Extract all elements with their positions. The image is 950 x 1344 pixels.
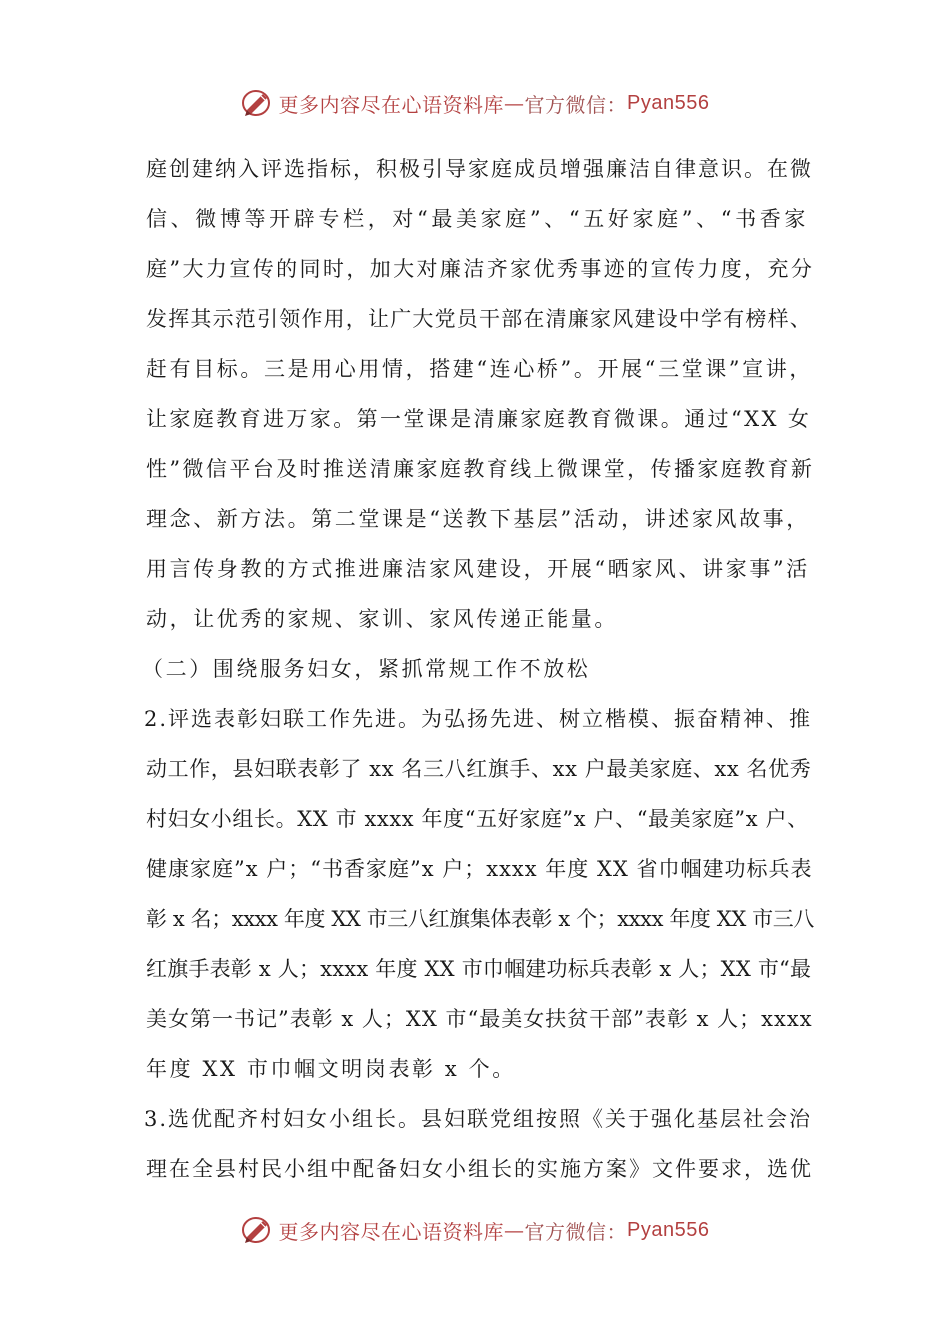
item-heading-line: 2.评选表彰妇联工作先进。为弘扬先进、树立楷模、振奋精神、推 [144,707,813,731]
text-line: 美女第一书记”表彰 x 人；XX 市“最美女扶贫干部”表彰 x 人；xxxx [146,1007,813,1031]
text-line: 动工作，县妇联表彰了 xx 名三八红旗手、xx 户最美家庭、xx 名优秀 [146,757,812,781]
item-heading-line: 3.选优配齐村妇女小组长。县妇联党组按照《关于强化基层社会治 [144,1107,813,1131]
text-line: 发挥其示范引领作用，让广大党员干部在清廉家风建设中学有榜样、 [146,307,812,331]
watermark-site-text: 更多内容尽在心语资料库 [278,92,505,117]
section-heading: （二）围绕服务妇女，紧抓常规工作不放松 [142,657,591,681]
text-line: 理念、新方法。第二堂课是“送教下基层”活动，讲述家风故事， [146,507,810,531]
pen-logo-icon [241,88,275,118]
text-line: 赶有目标。三是用心用情，搭建“连心桥”。开展“三堂课”宣讲， [146,357,813,381]
text-line: 用言传身教的方式推进廉洁家风建设，开展“晒家风、讲家事”活 [146,557,810,581]
document-body [142,152,815,1202]
watermark-dash: — [504,91,525,115]
text-line: 理在全县村民小组中配备妇女小组长的实施方案》文件要求，选优 [146,1157,813,1181]
text-line: 信、微博等开辟专栏，对“最美家庭”、“五好家庭”、“书香家 [146,207,808,231]
text-line: 让家庭教育进万家。第一堂课是清廉家庭教育微课。通过“XX 女 [146,407,812,431]
text-line: 村妇女小组长。XX 市 xxxx 年度“五好家庭”x 户、“最美家庭”x 户、 [146,807,809,831]
text-line: 健康家庭”x 户；“书香家庭”x 户；xxxx 年度 XX 省巾帼建功标兵表 [146,857,813,881]
watermark-wechat-label: 官方微信： [524,92,628,117]
watermark-dash: — [504,1218,525,1242]
text-line: 红旗手表彰 x 人；xxxx 年度 XX 市巾帼建功标兵表彰 x 人；XX 市“最 [146,957,812,981]
text-line: 彰 x 名；xxxx 年度 XX 市三八红旗集体表彰 x 个；xxxx 年度 XX 市三八 [146,907,814,931]
watermark-wechat-label: 官方微信： [524,1219,628,1244]
footer-watermark [0,1215,950,1245]
text-line: 动，让优秀的家规、家训、家风传递正能量。 [146,607,618,631]
text-line: 庭”大力宣传的同时，加大对廉洁齐家优秀事迹的宣传力度，充分 [146,257,815,281]
header-watermark [0,88,950,118]
watermark-wechat-id: Pyan556 [627,91,710,114]
pen-logo-icon [241,1215,275,1245]
watermark-site-text: 更多内容尽在心语资料库 [278,1219,505,1244]
text-line: 性”微信平台及时推送清廉家庭教育线上微课堂，传播家庭教育新 [146,457,815,481]
text-line: 年度 XX 市巾帼文明岗表彰 x 个。 [146,1057,516,1081]
watermark-wechat-id: Pyan556 [627,1218,710,1241]
text-line: 庭创建纳入评选指标，积极引导家庭成员增强廉洁自律意识。在微 [146,157,813,181]
